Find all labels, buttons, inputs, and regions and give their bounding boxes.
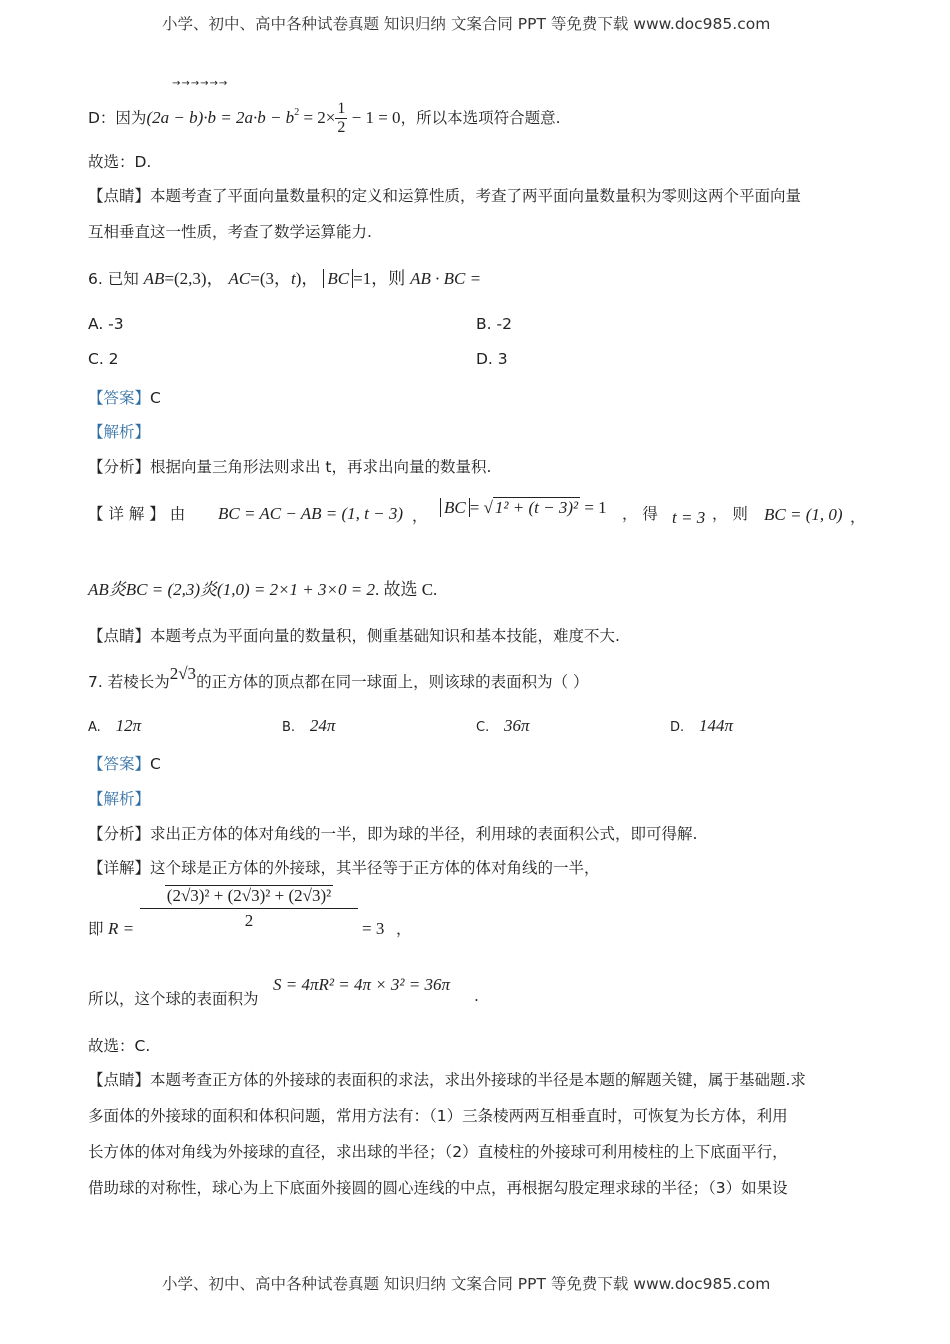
q5-comment-line1: 【点睛】本题考查了平面向量数量积的定义和运算性质，考查了两平面向量数量积为零则这两个平面向量 — [88, 187, 802, 205]
q7-choose: 故选：C. — [88, 1037, 151, 1055]
q6-stem-prefix: 6. 已知 — [88, 270, 139, 288]
q7-comment-line1: 【点睛】本题考查正方体的外接球的表面积的求法，求出外接球的半径是本题的解题关键，属于基础题.求 — [88, 1071, 806, 1089]
q7-option-b: B. 24π — [282, 716, 336, 735]
q6-ab-value: =(2,3)， — [164, 269, 224, 288]
q6-option-c: C. 2 — [88, 350, 119, 368]
vector-arrows: →→→→→→ — [172, 78, 229, 89]
q6-stem — [88, 264, 481, 289]
q6-option-d: D. 3 — [476, 350, 508, 368]
q5-option-d-line: D：因为$(2a - b)\cdot b = 2a\cdot b - b^2 = 2\times$ $\frac{1}{2}$ − 1 = 0，所以本选项符合题意. — [88, 100, 561, 136]
q6-detail-c2: ， 得 — [622, 505, 658, 523]
q7-option-c: C. 36π — [476, 716, 530, 735]
q5-choose: 故选：D. — [88, 153, 152, 171]
q7-comment-line4: 借助球的对称性，球心为上下底面外接圆的圆心连线的中点，再根据勾股定理求球的半径；（3）如果设 — [88, 1179, 788, 1197]
q6-ac-value: =(3， — [250, 269, 292, 288]
answer-value: C — [150, 389, 161, 407]
q7-stem — [88, 664, 589, 692]
q6-detail-math4: BC = (1, 0) — [764, 505, 843, 524]
q6-ac-end: )， — [295, 269, 319, 288]
q7-stem-suffix: 的正方体的顶点都在同一球面上，则该球的表面积为（ ） — [196, 673, 589, 691]
q7-s-suffix: . — [474, 987, 479, 1005]
q6-analysis: 【分析】根据向量三角形法则求出 t，再求出向量的数量积. — [88, 458, 492, 476]
q6-dot-product: AB · BC = — [410, 269, 482, 288]
q6-detail-c1: ， — [412, 507, 428, 525]
q6-detail-math3: t = 3 — [672, 508, 706, 527]
q7-stem-math: 2√3 — [169, 664, 197, 683]
q6-comment: 【点睛】本题考点为平面向量的数量积，侧重基础知识和基本技能，难度不大. — [88, 627, 620, 645]
q6-option-a: A. -3 — [88, 315, 124, 333]
q6-detail-math2: BC = √ 1² + (t − 3)² = 1 — [440, 498, 607, 518]
q6-line2-suffix: . 故选 C. — [374, 580, 438, 599]
q7-analysis: 【分析】求出正方体的体对角线的一半，即为球的半径，利用球的表面积公式，即可得解. — [88, 825, 698, 843]
q6-line2-math: AB炎BC = (2,3)炎(1,0) = 2×1 + 3×0 = 2 — [88, 580, 375, 599]
q5-d-fraction: $\frac{1}{2}$ — [337, 100, 346, 136]
q5-d-math: (2a − b)·b = 2a·b − b — [146, 108, 295, 127]
q6-line2 — [88, 575, 437, 600]
q7-jiexi: 【解析】 — [88, 790, 151, 808]
q7-r-lhs: R = — [108, 919, 135, 938]
q7-option-d: D. 144π — [670, 716, 733, 735]
page-footer: 小学、初中、高中各种试卷真题 知识归纳 文案合同 PPT 等免费下载 www.doc985.com — [162, 1275, 771, 1293]
q5-d-prefix: D：因为 — [88, 109, 147, 127]
q7-r-suffix: ， — [396, 920, 412, 938]
q5-d-suffix: ，所以本选项符合题意. — [400, 109, 561, 127]
q5-comment-line2: 互相垂直这一性质，考查了数学运算能力. — [88, 223, 372, 241]
q5-d-math2: = 2× — [299, 108, 336, 127]
q6-detail-math1: BC = AC − AB = (1, t − 3) — [218, 504, 404, 523]
q7-comment-line3: 长方体的体对角线为外接球的直径，求出球的半径；（2）直棱柱的外接球可利用棱柱的上下底面平行， — [88, 1143, 788, 1161]
q7-detail: 【详解】这个球是正方体的外接球，其半径等于正方体的体对角线的一半， — [88, 859, 600, 877]
q7-option-a: A. 12π — [88, 716, 142, 735]
q7-r-fraction: (2√3)² + (2√3)² + (2√3)² 2 — [140, 886, 358, 931]
q6-detail-c4: ， — [850, 508, 866, 526]
q7-r-rhs: = 3 — [362, 919, 385, 938]
q7-s-math: S = 4πR² = 4π × 3² = 36π — [273, 975, 451, 994]
answer-label: 【答案】 — [88, 755, 151, 773]
vector-ac: AC — [228, 269, 251, 288]
q7-r-prefix: 即 — [88, 920, 104, 938]
answer-value: C — [150, 755, 161, 773]
vector-bc: BC — [327, 269, 350, 288]
q7-comment-line2: 多面体的外接球的面积和体积问题，常用方法有：（1）三条棱两两互相垂直时，可恢复为长方体，利用 — [88, 1107, 788, 1125]
q6-jiexi: 【解析】 — [88, 423, 151, 441]
q6-detail-label: 【 详 解 】 由 — [88, 505, 186, 523]
page-header: 小学、初中、高中各种试卷真题 知识归纳 文案合同 PPT 等免费下载 www.doc985.com — [162, 15, 771, 33]
answer-label: 【答案】 — [88, 389, 151, 407]
q7-stem-prefix: 7. 若棱长为 — [88, 673, 170, 691]
q6-bc-value: =1，则 — [353, 269, 406, 288]
q7-answer — [88, 752, 161, 774]
q7-s-prefix: 所以，这个球的表面积为 — [88, 990, 259, 1008]
q6-t: t — [291, 269, 296, 288]
vector-ab: AB — [143, 269, 165, 288]
q6-option-b: B. -2 — [476, 315, 512, 333]
q6-detail-c3: ， 则 — [712, 505, 748, 523]
q5-d-math3: − 1 = 0 — [347, 108, 401, 127]
q6-answer — [88, 386, 161, 408]
